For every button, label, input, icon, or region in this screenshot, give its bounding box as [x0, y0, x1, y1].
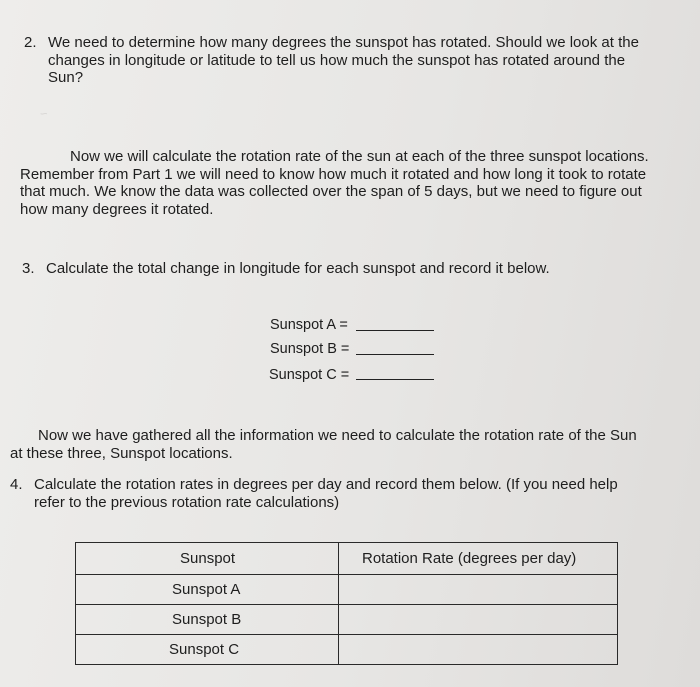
sunspot-c-answer-line[interactable]	[356, 379, 434, 380]
question-2-line: Sun?	[48, 69, 84, 86]
row-label: Sunspot C	[169, 641, 240, 658]
question-3-number: 3.	[22, 260, 35, 277]
intro-line: how many degrees it rotated.	[20, 200, 214, 218]
table-cell-rate-input[interactable]	[339, 635, 618, 665]
question-4-number: 4.	[10, 476, 23, 493]
sunspot-a-label: Sunspot A =	[270, 317, 348, 333]
table-cell-sunspot	[76, 635, 339, 665]
table-cell-sunspot	[76, 575, 339, 605]
question-2-text	[48, 34, 668, 87]
table-row	[76, 575, 618, 605]
table-cell-rate-input[interactable]	[339, 605, 618, 635]
sunspot-b-label: Sunspot B =	[270, 341, 350, 357]
gathered-line: Now we have gathered all the information we need to calculate the rotation rate of the Sun	[38, 427, 637, 444]
sunspot-c-label: Sunspot C =	[269, 367, 350, 383]
table-cell-sunspot	[76, 605, 339, 635]
table-cell-rate-input[interactable]	[339, 575, 618, 605]
question-2-number: 2.	[24, 34, 37, 51]
rotation-rate-table	[75, 542, 618, 665]
table-header-row	[76, 543, 618, 575]
table-header-cell	[339, 543, 618, 575]
question-4-line: Calculate the rotation rates in degrees per day and record them below. (If you need help	[34, 476, 618, 493]
intro-line: that much. We know the data was collected over the span of 5 days, but we need to figure out	[20, 183, 642, 200]
question-2-line: We need to determine how many degrees the sunspot has rotated. Should we look at the	[48, 34, 639, 51]
bleed-through-text: ~	[40, 106, 48, 121]
row-label: Sunspot A	[172, 581, 241, 598]
question-4-text	[34, 476, 684, 511]
question-2-line: changes in longitude or latitude to tell us how much the sunspot has rotated around the	[48, 51, 626, 69]
header-sunspot: Sunspot	[180, 550, 236, 567]
gathered-line: at these three, Sunspot locations.	[10, 444, 233, 462]
sunspot-b-answer-line[interactable]	[356, 354, 434, 355]
intro-line: Remember from Part 1 we will need to know how much it rotated and how long it took to rotate	[20, 165, 647, 183]
table-row	[76, 635, 618, 665]
table-row	[76, 605, 618, 635]
table-header-cell	[76, 543, 339, 575]
intro-line: Now we will calculate the rotation rate of the sun at each of the three sunspot locations.	[70, 148, 649, 165]
gathered-info-paragraph	[10, 427, 690, 462]
question-4-line: refer to the previous rotation rate calculations)	[34, 493, 340, 511]
row-label: Sunspot B	[172, 611, 242, 628]
question-3-text: Calculate the total change in longitude for each sunspot and record it below.	[46, 260, 550, 277]
sunspot-a-answer-line[interactable]	[356, 330, 434, 331]
rotation-intro-paragraph	[20, 148, 690, 218]
header-rotation-rate: Rotation Rate (degrees per day)	[362, 550, 577, 567]
